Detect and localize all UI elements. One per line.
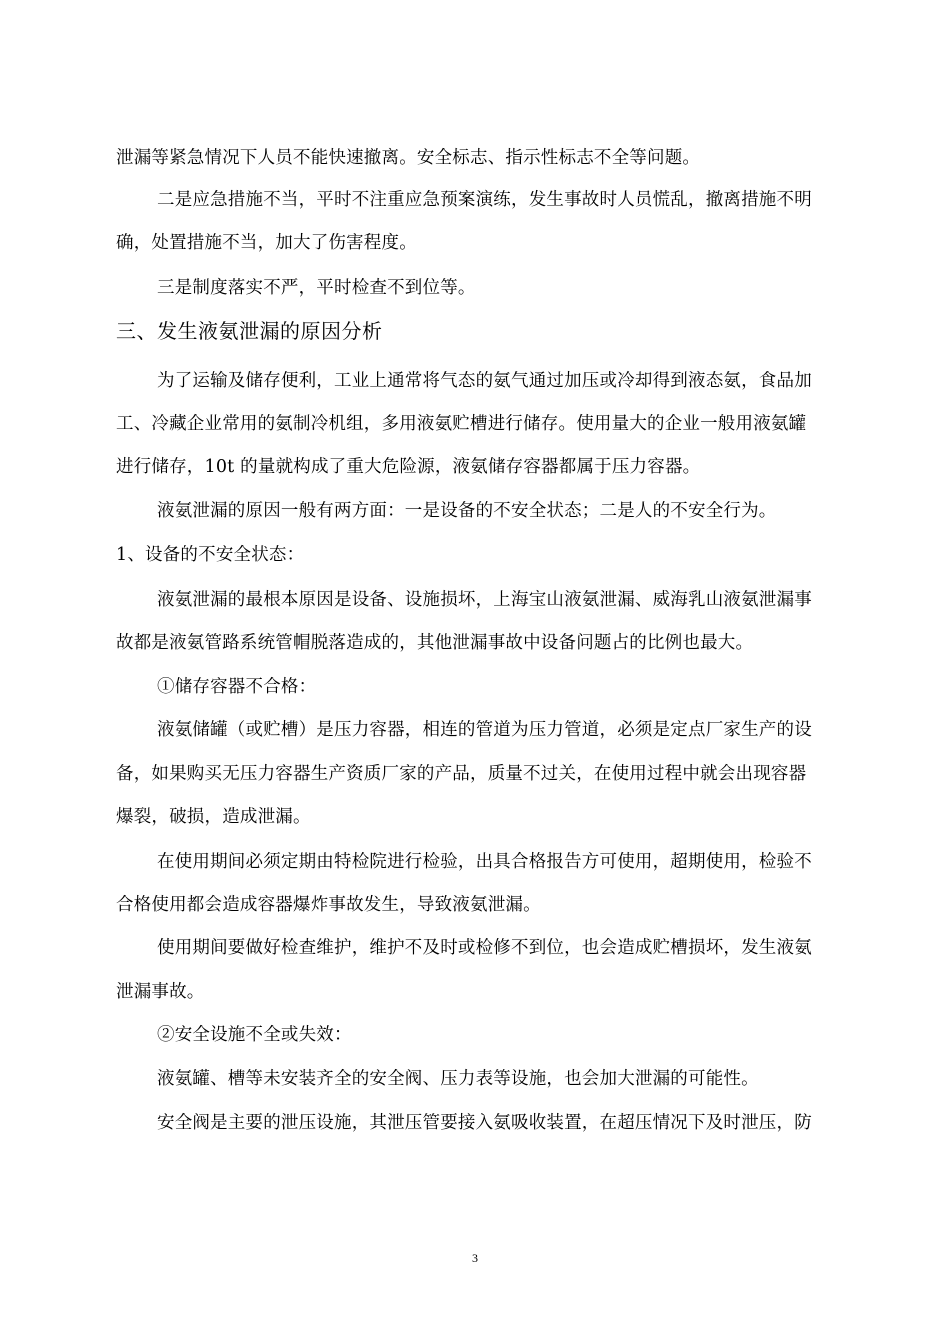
paragraph-line: 液氨泄漏的最根本原因是设备、设施损坏，上海宝山液氨泄漏、威海乳山液氨泄漏事 [157, 590, 812, 610]
page-number: 3 [472, 1251, 478, 1265]
paragraph-line: 在使用期间必须定期由特检院进行检验，出具合格报告方可使用，超期使用，检验不 [157, 852, 812, 872]
paragraph-line: 泄漏等紧急情况下人员不能快速撤离。安全标志、指示性标志不全等问题。 [116, 148, 701, 168]
paragraph-line: 进行储存，10t 的量就构成了重大危险源，液氨储存容器都属于压力容器。 [116, 457, 701, 477]
paragraph-line: 合格使用都会造成容器爆炸事故发生，导致液氨泄漏。 [116, 895, 541, 915]
subsection-heading: 1、设备的不安全状态： [116, 545, 305, 565]
paragraph-line: 液氨泄漏的原因一般有两方面：一是设备的不安全状态；二是人的不安全行为。 [157, 501, 777, 521]
paragraph-line: 工、冷藏企业常用的氨制冷机组，多用液氨贮槽进行储存。使用量大的企业一般用液氨罐 [116, 414, 807, 434]
paragraph-line: 确，处置措施不当，加大了伤害程度。 [116, 233, 417, 253]
paragraph-line: 二是应急措施不当，平时不注重应急预案演练，发生事故时人员慌乱，撤离措施不明 [157, 190, 812, 210]
paragraph-line: 液氨储罐（或贮槽）是压力容器，相连的管道为压力管道，必须是定点厂家生产的设 [157, 720, 812, 740]
paragraph-line: 安全阀是主要的泄压设施，其泄压管要接入氨吸收装置，在超压情况下及时泄压，防 [157, 1113, 812, 1133]
list-item-heading: ①储存容器不合格： [157, 677, 317, 697]
paragraph-line: 使用期间要做好检查维护，维护不及时或检修不到位，也会造成贮槽损坏，发生液氨 [157, 938, 812, 958]
paragraph-line: 故都是液氨管路系统管帽脱落造成的，其他泄漏事故中设备问题占的比例也最大。 [116, 633, 754, 653]
paragraph-line: 三是制度落实不严，平时检查不到位等。 [157, 278, 476, 298]
paragraph-line: 液氨罐、槽等未安装齐全的安全阀、压力表等设施，也会加大泄漏的可能性。 [157, 1069, 759, 1089]
section-heading: 三、发生液氨泄漏的原因分析 [116, 319, 383, 343]
paragraph-line: 爆裂，破损，造成泄漏。 [116, 807, 311, 827]
list-item-heading: ②安全设施不全或失效： [157, 1025, 352, 1045]
paragraph-line: 备，如果购买无压力容器生产资质厂家的产品，质量不过关，在使用过程中就会出现容器 [116, 764, 807, 784]
paragraph-line: 泄漏事故。 [116, 982, 205, 1002]
paragraph-line: 为了运输及储存便利，工业上通常将气态的氨气通过加压或冷却得到液态氨，食品加 [157, 371, 812, 391]
